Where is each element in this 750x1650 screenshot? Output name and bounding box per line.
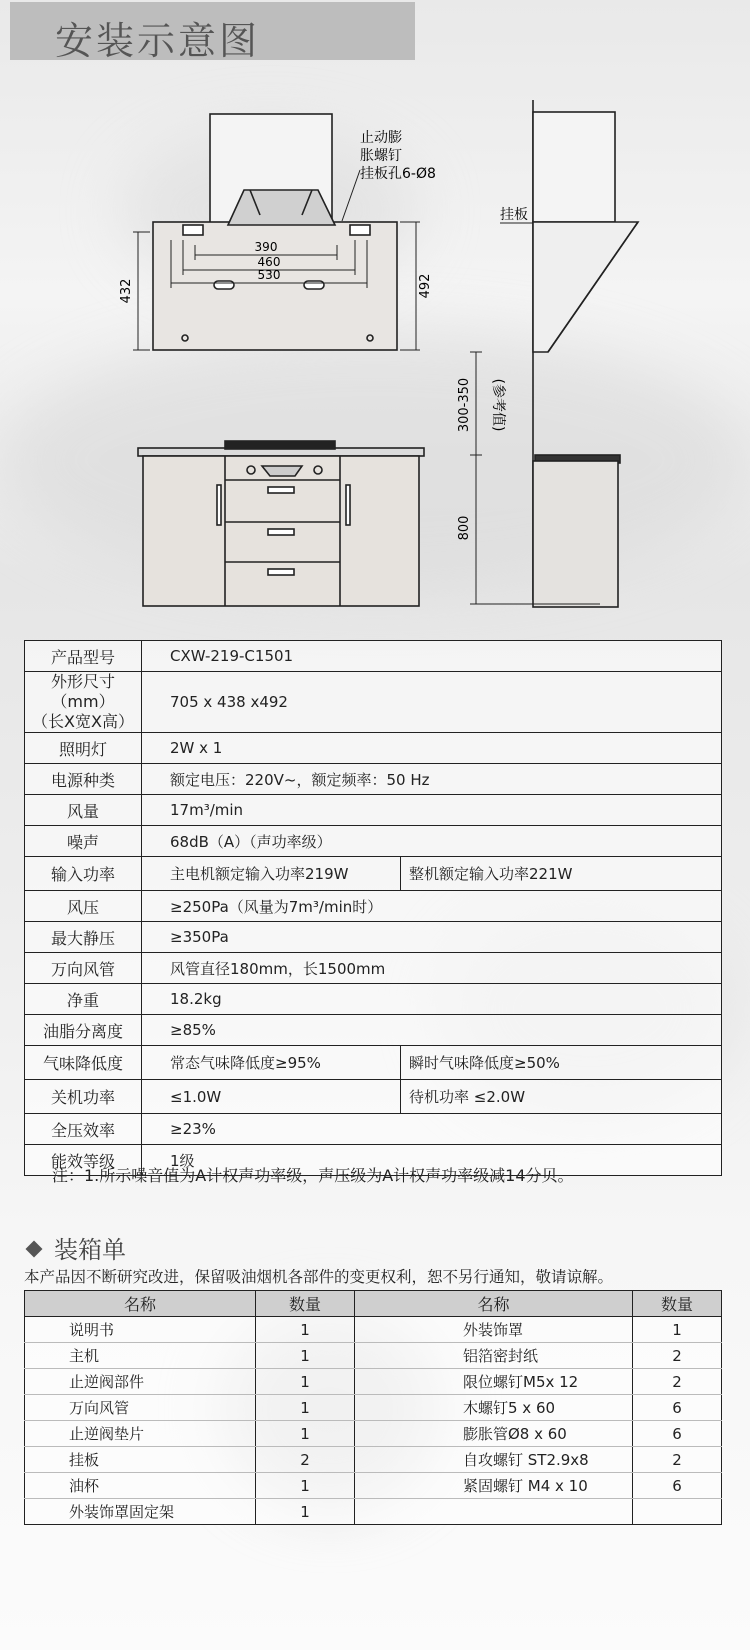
reference-value: (参考值): [490, 378, 506, 432]
item-name: 紧固螺钉 M4 x 10: [355, 1473, 633, 1499]
spec-label: 万向风管: [25, 953, 142, 984]
item-qty: 2: [256, 1447, 355, 1473]
table-row: [25, 953, 722, 984]
spec-value: ≥350Pa: [142, 922, 722, 953]
spec-value: 主电机额定输入功率219W: [142, 857, 401, 891]
item-qty: 1: [256, 1473, 355, 1499]
dim-390: 390: [254, 240, 278, 254]
title-bar: [10, 2, 415, 63]
table-row: [25, 1317, 722, 1343]
packing-heading: [22, 1230, 126, 1265]
item-name: 外装饰罩: [355, 1317, 633, 1343]
spec-value: 1级: [142, 1145, 722, 1176]
item-name: 说明书: [25, 1317, 256, 1343]
item-qty: 1: [256, 1369, 355, 1395]
table-row: [25, 764, 722, 795]
item-name: 主机: [25, 1343, 256, 1369]
table-row: [25, 1421, 722, 1447]
spec-label: 产品型号: [25, 641, 142, 672]
item-name: 铝箔密封纸: [355, 1343, 633, 1369]
spec-label: 能效等级: [25, 1145, 142, 1176]
spec-value: 待机功率 ≤2.0W: [401, 1080, 722, 1114]
item-name: 木螺钉5 x 60: [355, 1395, 633, 1421]
spec-label: [25, 672, 142, 733]
spec-label: 气味降低度: [25, 1046, 142, 1080]
item-name: [355, 1499, 633, 1525]
spec-label: 油脂分离度: [25, 1015, 142, 1046]
page-title: 安装示意图: [55, 19, 261, 63]
spec-value: CXW-219-C1501: [142, 641, 722, 672]
item-name: 万向风管: [25, 1395, 256, 1421]
item-qty: 1: [256, 1421, 355, 1447]
item-name: 挂板: [25, 1447, 256, 1473]
item-name: 膨胀管Ø8 x 60: [355, 1421, 633, 1447]
table-row: [25, 857, 722, 891]
spec-value: ≤1.0W: [142, 1080, 401, 1114]
packing-heading-text: 装箱单: [54, 1236, 126, 1264]
item-qty: 1: [256, 1499, 355, 1525]
item-qty: 1: [256, 1343, 355, 1369]
table-row: [25, 984, 722, 1015]
callout-line-2: 胀螺钉: [360, 148, 402, 164]
dim-432: 432: [119, 278, 134, 304]
item-name: 油杯: [25, 1473, 256, 1499]
spec-value: 瞬时气味降低度≥50%: [401, 1046, 722, 1080]
table-row: [25, 1080, 722, 1114]
spec-value: 额定电压：220V~，额定频率：50 Hz: [142, 764, 722, 795]
table-row: [25, 1114, 722, 1145]
dim-300-350: 300-350: [457, 377, 472, 433]
spec-value: ≥23%: [142, 1114, 722, 1145]
item-qty: 6: [633, 1473, 722, 1499]
spec-value: 2W x 1: [142, 733, 722, 764]
item-name: 止逆阀部件: [25, 1369, 256, 1395]
column-header-qty: 数量: [256, 1291, 355, 1317]
spec-value: 68dB（A）（声功率级）: [142, 826, 722, 857]
spec-value: 常态气味降低度≥95%: [142, 1046, 401, 1080]
spec-label: 照明灯: [25, 733, 142, 764]
table-row: [25, 1447, 722, 1473]
table-row: [25, 1369, 722, 1395]
callout-line-3: 挂板孔6-Ø8: [360, 166, 436, 182]
dim-460: 460: [257, 255, 281, 269]
table-row: [25, 826, 722, 857]
spec-label: 最大静压: [25, 922, 142, 953]
item-qty: 1: [256, 1395, 355, 1421]
packing-description: 本产品因不断研究改进，保留吸油烟机各部件的变更权利，恕不另行通知，敬请谅解。: [24, 1268, 614, 1286]
table-row: [25, 1473, 722, 1499]
spec-label: 电源种类: [25, 764, 142, 795]
size-label-line2: （长X宽X高）: [32, 712, 134, 731]
table-row: [25, 1046, 722, 1080]
table-row: [25, 1499, 722, 1525]
spec-value: 17m³/min: [142, 795, 722, 826]
item-qty: 1: [633, 1317, 722, 1343]
item-qty: 6: [633, 1395, 722, 1421]
item-name: 外装饰罩固定架: [25, 1499, 256, 1525]
column-header-name: 名称: [355, 1291, 633, 1317]
table-row: [25, 672, 722, 733]
spec-table: [24, 640, 722, 1176]
dim-492: 492: [418, 273, 433, 299]
table-row: [25, 641, 722, 672]
dim-800: 800: [457, 515, 472, 541]
item-qty: 1: [256, 1317, 355, 1343]
item-qty: 2: [633, 1447, 722, 1473]
spec-value: 风管直径180mm，长1500mm: [142, 953, 722, 984]
hanger-label: 挂板: [500, 207, 528, 223]
item-name: 自攻螺钉 ST2.9x8: [355, 1447, 633, 1473]
spec-label: 全压效率: [25, 1114, 142, 1145]
table-row: [25, 795, 722, 826]
item-qty: [633, 1499, 722, 1525]
table-row: [25, 1015, 722, 1046]
spec-label: 关机功率: [25, 1080, 142, 1114]
spec-label: 风压: [25, 891, 142, 922]
table-row: [25, 733, 722, 764]
diamond-icon: [26, 1241, 43, 1258]
column-header-qty: 数量: [633, 1291, 722, 1317]
size-label-line1: 外形尺寸（mm）: [50, 672, 115, 711]
item-name: 限位螺钉M5x 12: [355, 1369, 633, 1395]
spec-value: 18.2kg: [142, 984, 722, 1015]
spec-label: 净重: [25, 984, 142, 1015]
item-qty: 2: [633, 1343, 722, 1369]
item-qty: 6: [633, 1421, 722, 1447]
spec-label: 输入功率: [25, 857, 142, 891]
spec-value: ≥250Pa（风量为7m³/min时）: [142, 891, 722, 922]
callout-line-1: 止动膨: [360, 130, 402, 146]
spec-value: 整机额定输入功率221W: [401, 857, 722, 891]
spec-value: 705 x 438 x492: [142, 672, 722, 733]
item-name: 止逆阀垫片: [25, 1421, 256, 1447]
installation-diagram: [0, 70, 750, 635]
table-row: [25, 1395, 722, 1421]
spec-value: ≥85%: [142, 1015, 722, 1046]
column-header-name: 名称: [25, 1291, 256, 1317]
table-row: [25, 891, 722, 922]
footnote: 注：1.所示噪音值为A计权声功率级，声压级为A计权声功率级减14分贝。: [52, 1166, 574, 1185]
table-header-row: [25, 1291, 722, 1317]
packing-table: [24, 1290, 722, 1525]
spec-label: 风量: [25, 795, 142, 826]
table-row: [25, 922, 722, 953]
spec-label: 噪声: [25, 826, 142, 857]
item-qty: 2: [633, 1369, 722, 1395]
dim-530: 530: [257, 268, 281, 282]
table-row: [25, 1343, 722, 1369]
